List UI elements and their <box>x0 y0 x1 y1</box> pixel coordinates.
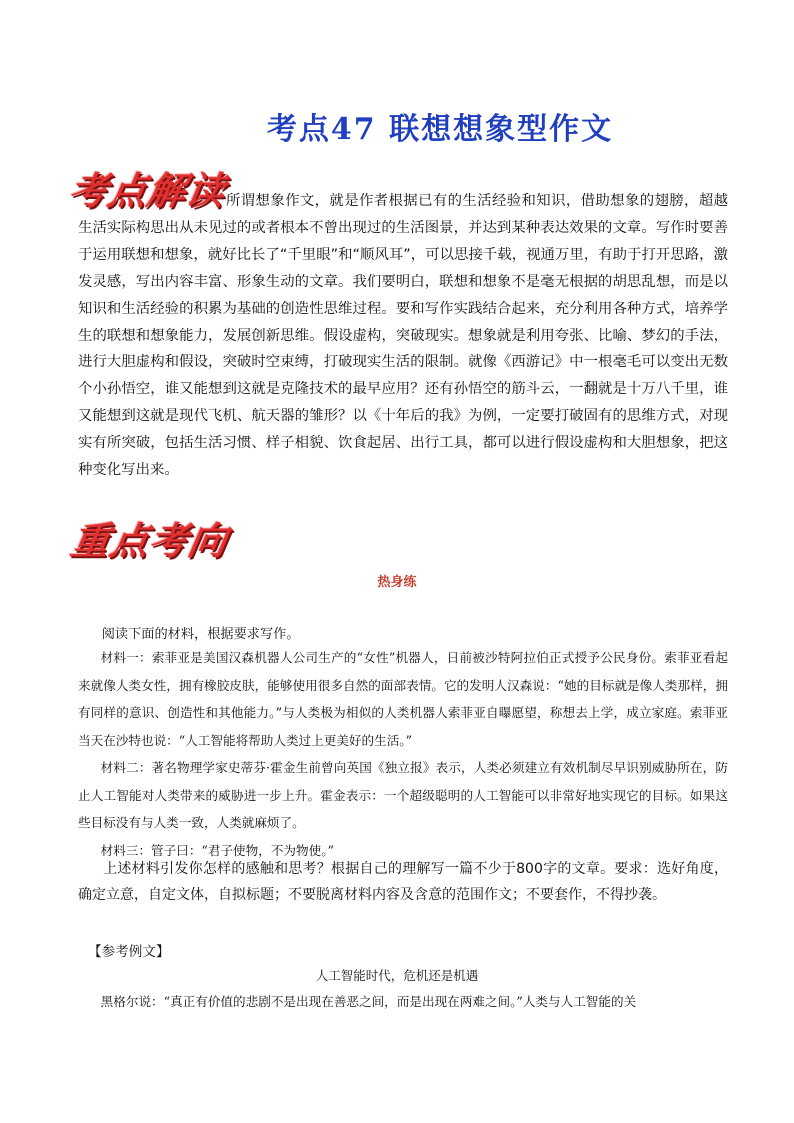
reference-essay-label: 【参考例文】 <box>88 944 170 960</box>
writing-requirement: 上述材料引发你怎样的感触和思考？根据自己的理解写一篇不少于800字的文章。要求：选好角度，确定立意，自定文体，自拟标题；不要脱离材料内容及含意的范围作文；不要套作，不得抄袭。 <box>78 861 728 903</box>
material-three: 材料三：管子曰：“君子使物，不为物使。” <box>100 842 334 858</box>
material-one: 材料一：索菲亚是美国汉森机器人公司生产的“女性”机器人，日前被沙特阿拉伯正式授予公民身份。索菲亚看起来就像人类女性，拥有橡胶皮肤，能够使用很多自然的面部表情。它的发明人汉森说：“她的目标就是像人类那样，拥有同样的意识、创造性和其他能力。”与人类极为相似的人类机器人索菲亚自曝愿望，称想去上学，成立家庭。索菲亚当天在沙特也说：“人工智能将帮助人类过上更美好的生活。” <box>78 650 728 748</box>
essay-title: 人工智能时代，危机还是机遇 <box>315 968 479 983</box>
material-two: 材料二：著名物理学家史蒂芬·霍金生前曾向英国《独立报》表示，人类必须建立有效机制尽早识别威胁所在，防止人工智能对人类带来的威胁进一步上升。霍金表示：一个超级聪明的人工智能可以非常好地实现它的目标。如果这些目标没有与人类一致，人类就麻烦了。 <box>78 760 728 830</box>
interpretation-banner: 考点解读 <box>65 169 230 213</box>
warmup-heading: 热身练 <box>377 575 417 590</box>
writing-prompt: 阅读下面的材料，根据要求写作。 <box>101 627 300 642</box>
materials-section <box>78 644 728 864</box>
intro-paragraph: 所谓想象作文，就是作者根据已有的生活经验和知识，借助想象的翅膀，超越生活实际构思出从未见过的或者根本不曾出现过的生活图景，并达到某种表达效果的文章。写作时要善于运用联想和想象，就好比长了“千里眼”和“顺风耳”，可以思接千载，视通万里，有助于打开思路，激发灵感，写出内容丰富、形象生动的文章。我们要明白，联想和想象不是毫无根据的胡思乱想，而是以知识和生活经验的积累为基础的创造性思维过程。要和写作实践结合起来，充分利用各种方式，培养学生的联想和想象能力，发展创新思维。假设虚构，突破现实。想象就是利用夸张、比喻、梦幻的手法，进行大胆虚构和假设，突破时空束缚，打破现实生活的限制。就像《西游记》中一根毫毛可以变出无数个小孙悟空，谁又能想到这就是克隆技术的最早应用？还有孙悟空的筋斗云，一翻就是十万八千里，谁又能想到这就是现代飞机、航天器的雏形？以《十年后的我》为例，一定要打破固有的思维方式，对现实有所突破，包括生活习惯、样子相貌、饮食起居、出行工具，都可以进行假设虚构和大胆想象，把这种变化写出来。 <box>78 193 728 479</box>
page-title: 考点47 联想想象型作文 <box>266 112 614 147</box>
essay-first-line: 黑格尔说：“真正有价值的悲剧不是出现在善恶之间，而是出现在两难之间。”人类与人工智能的关 <box>100 994 637 1009</box>
focus-banner: 重点考向 <box>67 519 232 563</box>
